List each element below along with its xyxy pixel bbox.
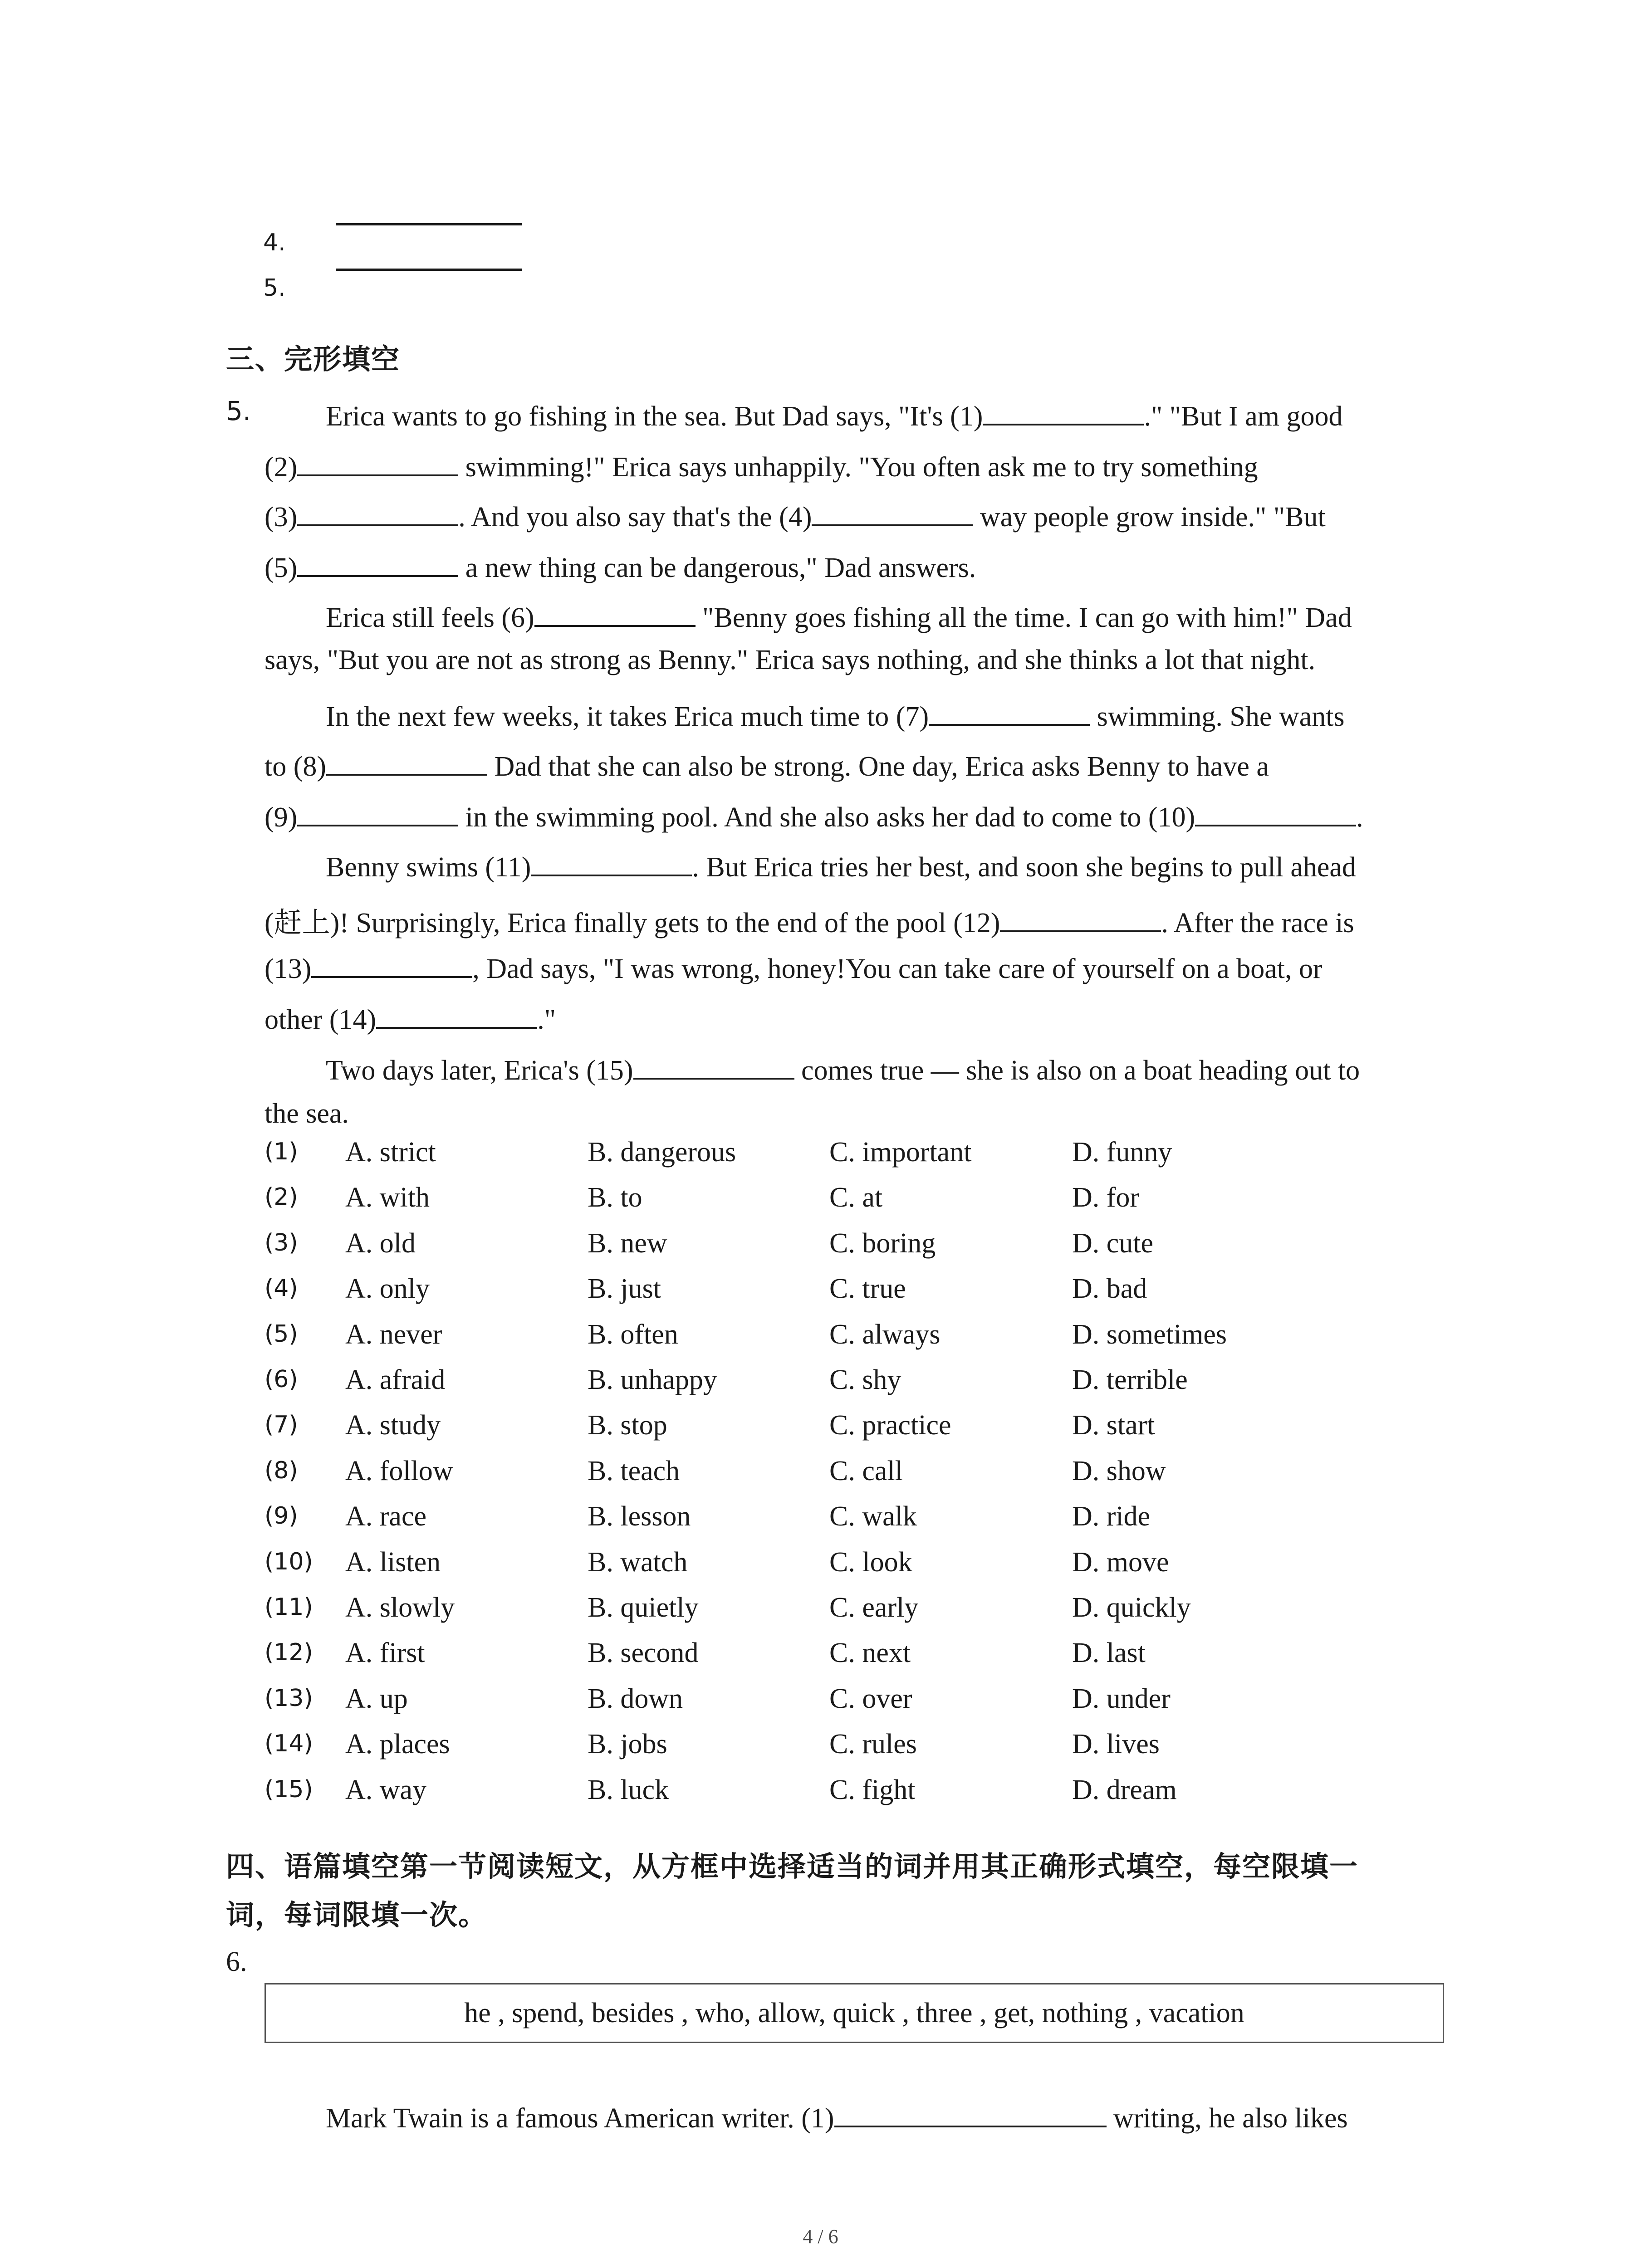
option-d[interactable]: D. show	[1072, 1455, 1166, 1486]
answer-blank[interactable]	[376, 1002, 537, 1029]
passage-text: In the next few weeks, it takes Erica much time to (7)	[326, 701, 929, 732]
option-row	[265, 1409, 1489, 1455]
option-c[interactable]: C. over	[829, 1683, 912, 1714]
option-a[interactable]: A. study	[345, 1410, 441, 1441]
option-row	[265, 1227, 1489, 1273]
passage-text: says, "But you are not as strong as Benny." Erica says nothing, and she thinks a lot that night.	[265, 645, 1316, 675]
option-c[interactable]: C. call	[829, 1455, 903, 1486]
option-a[interactable]: A. listen	[345, 1546, 441, 1578]
option-a[interactable]: A. with	[345, 1182, 430, 1213]
option-c[interactable]: C. fight	[829, 1774, 916, 1805]
passage-text: a new thing can be dangerous," Dad answers.	[458, 552, 976, 583]
option-number: (8)	[265, 1457, 298, 1484]
option-b[interactable]: B. dangerous	[588, 1137, 736, 1168]
option-c[interactable]: C. shy	[829, 1364, 901, 1395]
passage-line	[265, 1002, 556, 1036]
option-c[interactable]: C. at	[829, 1182, 883, 1213]
option-c[interactable]: C. walk	[829, 1501, 917, 1532]
passage-line	[265, 499, 1326, 533]
option-d[interactable]: D. move	[1072, 1546, 1169, 1578]
passage-text-after: writing, he also likes	[1106, 2103, 1348, 2134]
answer-blank[interactable]	[297, 799, 458, 826]
option-a[interactable]: A. afraid	[345, 1364, 446, 1395]
option-number: (10)	[265, 1548, 313, 1575]
section-title-passage-fill-line1: 四、语篇填空第一节阅读短文，从方框中选择适当的词并用其正确形式填空，每空限填一	[226, 1850, 1359, 1883]
option-d[interactable]: D. lives	[1072, 1729, 1160, 1760]
option-b[interactable]: B. often	[588, 1319, 678, 1350]
answer-number-5: 5.	[263, 274, 286, 302]
option-b[interactable]: B. teach	[588, 1455, 680, 1486]
option-number: (6)	[265, 1366, 298, 1393]
passage-text: ."	[537, 1004, 556, 1035]
option-a[interactable]: A. old	[345, 1227, 416, 1259]
section-title-cloze: 三、完形填空	[226, 342, 401, 376]
option-c[interactable]: C. boring	[829, 1227, 936, 1259]
option-row	[265, 1319, 1489, 1364]
option-row	[265, 1683, 1489, 1728]
passage-text: to (8)	[265, 751, 327, 782]
passage-text: ." "But I am good	[1144, 401, 1343, 432]
passage-line	[265, 449, 1258, 484]
option-number: (14)	[265, 1730, 313, 1758]
answer-blank[interactable]	[297, 449, 458, 476]
passage-text: (赶上)! Surprisingly, Erica finally gets to the end of the pool (12)	[265, 908, 1000, 938]
option-row	[265, 1546, 1489, 1592]
option-d[interactable]: D. dream	[1072, 1774, 1177, 1805]
option-c[interactable]: C. important	[829, 1137, 972, 1168]
option-number: (11)	[265, 1593, 313, 1621]
option-row	[265, 1136, 1489, 1182]
option-a[interactable]: A. places	[345, 1729, 450, 1760]
section-title-passage-fill-line2: 词，每词限填一次。	[226, 1898, 488, 1931]
option-row	[265, 1273, 1489, 1318]
option-b[interactable]: B. unhappy	[588, 1364, 717, 1395]
answer-blank[interactable]	[326, 748, 487, 776]
passage-first-line	[326, 2100, 1348, 2135]
option-number: (1)	[265, 1138, 298, 1165]
passage-line	[265, 550, 976, 584]
passage-text: (13)	[265, 953, 312, 984]
option-b[interactable]: B. jobs	[588, 1729, 667, 1760]
option-number: (12)	[265, 1639, 313, 1667]
option-d[interactable]: D. cute	[1072, 1227, 1154, 1259]
passage-text: .	[1356, 802, 1363, 833]
option-d[interactable]: D. start	[1072, 1410, 1155, 1441]
option-b[interactable]: B. lesson	[588, 1501, 691, 1532]
option-d[interactable]: D. bad	[1072, 1273, 1147, 1305]
passage-line	[326, 600, 1352, 634]
passage-line	[265, 799, 1363, 834]
option-a[interactable]: A. strict	[345, 1137, 436, 1168]
passage-line	[265, 951, 1323, 985]
answer-blank[interactable]	[534, 600, 696, 627]
passage-text: way people grow inside." "But	[973, 502, 1326, 533]
option-a[interactable]: A. follow	[345, 1455, 453, 1486]
option-c[interactable]: C. next	[829, 1637, 911, 1669]
option-b[interactable]: B. quietly	[588, 1592, 699, 1623]
option-c[interactable]: C. always	[829, 1319, 941, 1350]
option-d[interactable]: D. quickly	[1072, 1592, 1191, 1623]
passage-line	[326, 849, 1356, 884]
passage-text: Benny swims (11)	[326, 852, 531, 883]
passage-line	[265, 644, 1315, 676]
option-a[interactable]: A. never	[345, 1319, 442, 1350]
option-d[interactable]: D. last	[1072, 1637, 1146, 1669]
option-d[interactable]: D. ride	[1072, 1501, 1151, 1532]
passage-line	[265, 748, 1269, 783]
option-row	[265, 1637, 1489, 1682]
option-number: (4)	[265, 1275, 298, 1302]
answer-blank[interactable]	[1000, 905, 1161, 932]
question-number: 5.	[226, 396, 251, 426]
option-a[interactable]: A. way	[345, 1774, 427, 1805]
page-number: 4 / 6	[803, 2225, 838, 2248]
option-b[interactable]: B. watch	[588, 1546, 688, 1578]
passage-text: . After the race is	[1161, 908, 1354, 938]
answer-number-4: 4.	[263, 229, 286, 256]
option-row	[265, 1774, 1489, 1819]
passage-text: (5)	[265, 552, 298, 583]
option-a[interactable]: A. only	[345, 1273, 430, 1305]
passage-text: . And you also say that's the (4)	[458, 502, 812, 533]
option-b[interactable]: B. to	[588, 1182, 642, 1213]
option-b[interactable]: B. just	[588, 1273, 661, 1305]
question-number-6: 6.	[226, 1946, 247, 1977]
option-row	[265, 1182, 1489, 1227]
passage-text: "Benny goes fishing all the time. I can go with him!" Dad	[695, 602, 1352, 633]
option-b[interactable]: B. second	[588, 1637, 699, 1669]
answer-blank[interactable]	[297, 550, 458, 577]
option-number: (3)	[265, 1229, 298, 1256]
option-a[interactable]: A. slowly	[345, 1592, 455, 1623]
passage-line	[265, 1098, 349, 1130]
option-a[interactable]: A. up	[345, 1683, 408, 1714]
passage-text: in the swimming pool. And she also asks her dad to come to (10)	[458, 802, 1195, 833]
option-number: (2)	[265, 1183, 298, 1211]
option-number: (9)	[265, 1502, 298, 1530]
passage-text: Two days later, Erica's (15)	[326, 1055, 633, 1086]
option-c[interactable]: C. rules	[829, 1729, 917, 1760]
passage-text: the sea.	[265, 1098, 349, 1129]
passage-text: other (14)	[265, 1004, 377, 1035]
option-row	[265, 1728, 1489, 1774]
answer-blank[interactable]	[297, 499, 458, 526]
option-number: (5)	[265, 1320, 298, 1348]
passage-line	[326, 1052, 1360, 1087]
answer-line-5[interactable]	[336, 269, 522, 271]
passage-line	[326, 699, 1345, 733]
passage-text: (3)	[265, 502, 298, 533]
option-row	[265, 1501, 1489, 1546]
passage-text-before: Mark Twain is a famous American writer. (1)	[326, 2103, 834, 2134]
option-d[interactable]: D. terrible	[1072, 1364, 1188, 1395]
passage-line	[265, 900, 1354, 940]
answer-blank[interactable]	[929, 699, 1090, 726]
option-number: (15)	[265, 1775, 313, 1803]
passage-text: swimming!" Erica says unhappily. "You often ask me to try something	[458, 452, 1258, 483]
option-b[interactable]: B. new	[588, 1227, 667, 1259]
word-box: he , spend, besides , who, allow, quick , three , get, nothing , vacation	[265, 1983, 1444, 2043]
passage-text: (9)	[265, 802, 298, 833]
answer-blank[interactable]	[812, 499, 973, 526]
option-d[interactable]: D. for	[1072, 1182, 1140, 1213]
answer-blank[interactable]	[633, 1052, 794, 1080]
option-a[interactable]: A. race	[345, 1501, 426, 1532]
answer-blank[interactable]	[311, 951, 472, 978]
passage-text: (2)	[265, 452, 298, 483]
option-b[interactable]: B. down	[588, 1683, 683, 1714]
passage-text: Dad that she can also be strong. One day, Erica asks Benny to have a	[487, 751, 1269, 782]
passage-text: . But Erica tries her best, and soon she begins to pull ahead	[692, 852, 1356, 883]
option-a[interactable]: A. first	[345, 1637, 425, 1669]
answer-blank[interactable]	[834, 2100, 1107, 2127]
option-d[interactable]: D. funny	[1072, 1137, 1172, 1168]
option-c[interactable]: C. true	[829, 1273, 906, 1305]
option-row	[265, 1455, 1489, 1501]
passage-text: Erica still feels (6)	[326, 602, 534, 633]
option-c[interactable]: C. early	[829, 1592, 919, 1623]
option-d[interactable]: D. sometimes	[1072, 1319, 1227, 1350]
answer-blank[interactable]	[983, 398, 1144, 425]
answer-line-4[interactable]	[336, 223, 522, 225]
option-c[interactable]: C. practice	[829, 1410, 951, 1441]
option-b[interactable]: B. luck	[588, 1774, 669, 1805]
option-number: (13)	[265, 1684, 313, 1712]
option-row	[265, 1592, 1489, 1637]
passage-text: swimming. She wants	[1090, 701, 1345, 732]
passage-text: Erica wants to go fishing in the sea. But Dad says, "It's (1)	[326, 401, 983, 432]
option-c[interactable]: C. look	[829, 1546, 912, 1578]
option-d[interactable]: D. under	[1072, 1683, 1171, 1714]
passage-text: comes true — she is also on a boat heading out to	[794, 1055, 1360, 1086]
option-row	[265, 1364, 1489, 1409]
answer-blank[interactable]	[1195, 799, 1356, 826]
answer-blank[interactable]	[531, 849, 692, 876]
option-number: (7)	[265, 1411, 298, 1439]
passage-line	[326, 398, 1343, 433]
option-b[interactable]: B. stop	[588, 1410, 667, 1441]
passage-text: , Dad says, "I was wrong, honey!You can take care of yourself on a boat, or	[472, 953, 1323, 984]
